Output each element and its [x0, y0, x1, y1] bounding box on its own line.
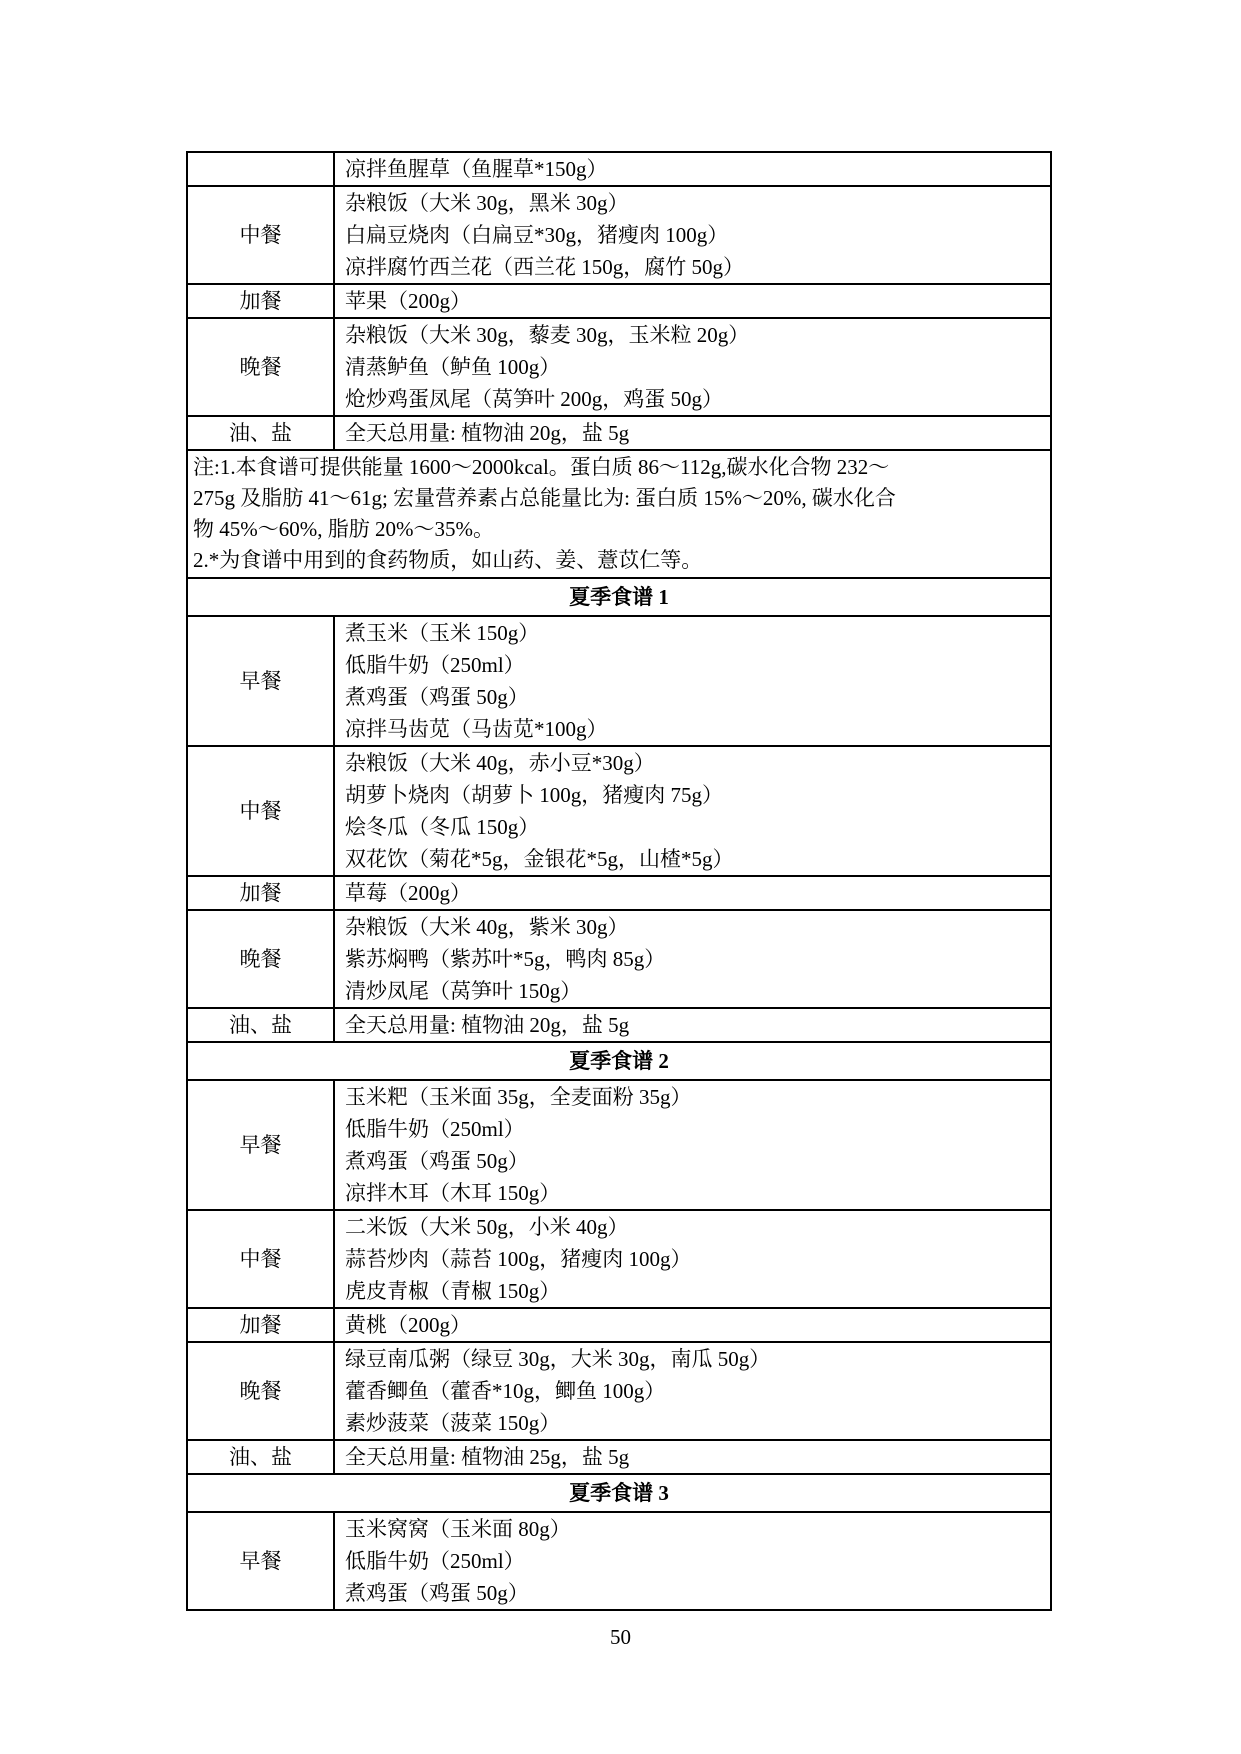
- meal-row: [188, 1341, 1050, 1439]
- meal-label-cell: [188, 417, 335, 449]
- dish-line: 蒜苔炒肉（蒜苔 100g，猪瘦肉 100g）: [345, 1247, 692, 1271]
- meal-label-cell: [188, 319, 335, 415]
- meal-label: 油、盐: [229, 421, 292, 445]
- dish-line: 煮玉米（玉米 150g）: [345, 621, 540, 645]
- meal-row: [188, 1439, 1050, 1473]
- dish-line: 全天总用量: 植物油 20g，盐 5g: [345, 421, 630, 445]
- page-number: 50: [610, 1625, 631, 1649]
- meal-label: 中餐: [239, 1247, 282, 1271]
- meal-label: 晚餐: [239, 355, 282, 379]
- meal-label: 早餐: [239, 1133, 282, 1157]
- dish-line: 玉米粑（玉米面 35g，全麦面粉 35g）: [345, 1085, 692, 1109]
- dish-line: 煮鸡蛋（鸡蛋 50g）: [345, 1581, 529, 1605]
- meal-label-cell: [188, 877, 335, 909]
- dish-line: 草莓（200g）: [345, 881, 471, 905]
- dish-line: 二米饭（大米 50g，小米 40g）: [345, 1215, 629, 1239]
- meal-label: 油、盐: [229, 1445, 292, 1469]
- meal-label-cell: [188, 1513, 335, 1609]
- meal-content-cell: [335, 747, 1050, 875]
- meal-row: [188, 1307, 1050, 1341]
- meal-label: 中餐: [239, 799, 282, 823]
- meal-content-cell: [335, 319, 1050, 415]
- dish-line: 炝炒鸡蛋凤尾（莴笋叶 200g，鸡蛋 50g）: [345, 387, 723, 411]
- meal-content-cell: [335, 1343, 1050, 1439]
- meal-label: 早餐: [239, 669, 282, 693]
- meal-label-cell: [188, 187, 335, 283]
- meal-label: 加餐: [239, 1313, 282, 1337]
- meal-content-cell: [335, 285, 1050, 317]
- dish-line: 杂粮饭（大米 40g，紫米 30g）: [345, 915, 629, 939]
- meal-label-cell: [188, 1081, 335, 1209]
- meal-label-cell: [188, 1441, 335, 1473]
- meal-content-cell: [335, 1211, 1050, 1307]
- dish-line: 双花饮（菊花*5g，金银花*5g，山楂*5g）: [345, 847, 734, 871]
- meal-row: [188, 317, 1050, 415]
- meal-content-cell: [335, 1081, 1050, 1209]
- dish-line: 杂粮饭（大米 40g，赤小豆*30g）: [345, 751, 655, 775]
- meal-row: [188, 875, 1050, 909]
- meal-content-cell: [335, 1009, 1050, 1041]
- meal-label: 油、盐: [229, 1013, 292, 1037]
- dish-line: 凉拌鱼腥草（鱼腥草*150g）: [345, 157, 608, 181]
- menu-section-header: 夏季食谱 3: [188, 1473, 1050, 1511]
- dish-line: 低脂牛奶（250ml）: [345, 1549, 525, 1573]
- dish-line: 清炒凤尾（莴笋叶 150g）: [345, 979, 582, 1003]
- dish-line: 黄桃（200g）: [345, 1313, 471, 1337]
- meal-label-cell: [188, 1009, 335, 1041]
- meal-label-cell: [188, 285, 335, 317]
- meal-row: [188, 153, 1050, 185]
- dish-line: 杂粮饭（大米 30g，黑米 30g）: [345, 191, 629, 215]
- meal-content-cell: [335, 1441, 1050, 1473]
- meal-row: [188, 415, 1050, 449]
- meal-label-cell: [188, 1211, 335, 1307]
- dish-line: 全天总用量: 植物油 25g，盐 5g: [345, 1445, 630, 1469]
- note-line: 注:1.本食谱可提供能量 1600～2000kcal。蛋白质 86～112g,碳水化合物 232～: [193, 455, 890, 479]
- meal-label: 中餐: [239, 223, 282, 247]
- meal-label-cell: [188, 617, 335, 745]
- dish-line: 烩冬瓜（冬瓜 150g）: [345, 815, 540, 839]
- meal-content-cell: [335, 911, 1050, 1007]
- meal-content-cell: [335, 417, 1050, 449]
- dish-line: 白扁豆烧肉（白扁豆*30g，猪瘦肉 100g）: [345, 223, 729, 247]
- dish-line: 清蒸鲈鱼（鲈鱼 100g）: [345, 355, 561, 379]
- meal-label-cell: [188, 911, 335, 1007]
- dish-line: 凉拌腐竹西兰花（西兰花 150g，腐竹 50g）: [345, 255, 744, 279]
- meal-content-cell: [335, 1513, 1050, 1609]
- dish-line: 虎皮青椒（青椒 150g）: [345, 1279, 561, 1303]
- dish-line: 杂粮饭（大米 30g，藜麦 30g，玉米粒 20g）: [345, 323, 750, 347]
- meal-row: [188, 283, 1050, 317]
- meal-label: 晚餐: [239, 1379, 282, 1403]
- meal-label: 晚餐: [239, 947, 282, 971]
- meal-content-cell: [335, 1309, 1050, 1341]
- menu-section-header: 夏季食谱 1: [188, 577, 1050, 615]
- note-line: 275g 及脂肪 41～61g; 宏量营养素占总能量比为: 蛋白质 15%～20%, 碳水化合: [193, 486, 896, 510]
- dish-line: 藿香鲫鱼（藿香*10g，鲫鱼 100g）: [345, 1379, 666, 1403]
- meal-content-cell: [335, 187, 1050, 283]
- meal-label: 加餐: [239, 881, 282, 905]
- dish-line: 低脂牛奶（250ml）: [345, 1117, 525, 1141]
- dish-line: 胡萝卜烧肉（胡萝卜 100g，猪瘦肉 75g）: [345, 783, 723, 807]
- meal-row: [188, 1079, 1050, 1209]
- note-line: 2.*为食谱中用到的食药物质，如山药、姜、薏苡仁等。: [193, 548, 703, 572]
- dish-line: 凉拌马齿苋（马齿苋*100g）: [345, 717, 608, 741]
- dish-line: 全天总用量: 植物油 20g，盐 5g: [345, 1013, 630, 1037]
- dish-line: 苹果（200g）: [345, 289, 471, 313]
- menu-table: [186, 151, 1052, 1611]
- dish-line: 素炒菠菜（菠菜 150g）: [345, 1411, 561, 1435]
- meal-label: 早餐: [239, 1549, 282, 1573]
- meal-row: [188, 1511, 1050, 1609]
- meal-row: [188, 185, 1050, 283]
- dish-line: 紫苏焖鸭（紫苏叶*5g，鸭肉 85g）: [345, 947, 666, 971]
- meal-content-cell: [335, 877, 1050, 909]
- meal-label-cell: [188, 747, 335, 875]
- meal-label-cell: [188, 153, 335, 185]
- meal-label-cell: [188, 1343, 335, 1439]
- dish-line: 煮鸡蛋（鸡蛋 50g）: [345, 1149, 529, 1173]
- meal-content-cell: [335, 153, 1050, 185]
- dish-line: 低脂牛奶（250ml）: [345, 653, 525, 677]
- meal-row: [188, 1209, 1050, 1307]
- dish-line: 绿豆南瓜粥（绿豆 30g，大米 30g，南瓜 50g）: [345, 1347, 771, 1371]
- note-line: 物 45%～60%, 脂肪 20%～35%。: [193, 517, 494, 541]
- meal-row: [188, 615, 1050, 745]
- note-row: [188, 449, 1050, 577]
- meal-row: [188, 909, 1050, 1007]
- dish-line: 凉拌木耳（木耳 150g）: [345, 1181, 561, 1205]
- dish-line: 煮鸡蛋（鸡蛋 50g）: [345, 685, 529, 709]
- dish-line: 玉米窝窝（玉米面 80g）: [345, 1517, 571, 1541]
- meal-row: [188, 1007, 1050, 1041]
- meal-row: [188, 745, 1050, 875]
- meal-label-cell: [188, 1309, 335, 1341]
- menu-section-header: 夏季食谱 2: [188, 1041, 1050, 1079]
- meal-label: 加餐: [239, 289, 282, 313]
- meal-content-cell: [335, 617, 1050, 745]
